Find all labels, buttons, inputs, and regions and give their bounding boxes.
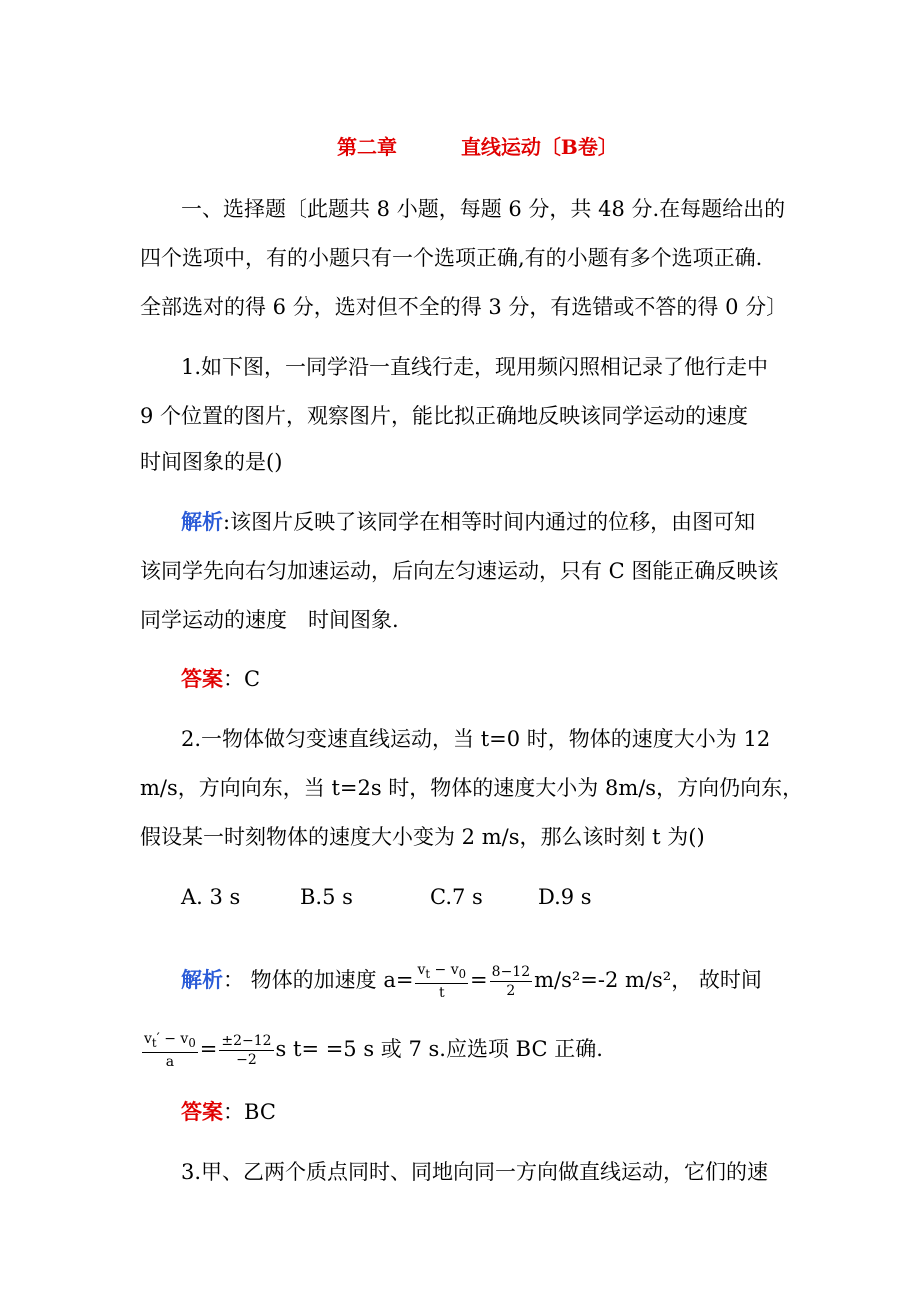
fraction-numerator: $v_t' - v_0$ <box>142 1030 198 1053</box>
intro-line-1: 一、选择题〔此题共 8 小题，每题 6 分，共 48 分.在每题给出的 <box>181 197 786 221</box>
q1-analysis-line-3: 同学运动的速度 时间图象. <box>140 608 399 632</box>
fraction-values <box>490 963 532 1000</box>
q2-answer-text: ：BC <box>223 1100 276 1124</box>
q1-analysis-line-1 <box>181 507 755 537</box>
fraction-numerator: $v_t - v_0$ <box>415 961 468 984</box>
q1-analysis-text: :该图片反映了该同学在相等时间内通过的位移，由图可知 <box>223 510 756 534</box>
fraction-numerator: ±2−12 <box>221 1033 272 1049</box>
fraction-denominator: 2 <box>506 983 516 999</box>
q3-line-1: 3.甲、乙两个质点同时、同地向同一方向做直线运动，它们的速 <box>181 1160 769 1184</box>
q2-analysis-mid: m/s²=-2 m/s²， 故时间 <box>534 968 762 992</box>
q2-analysis-pre: ： 物体的加速度 a= <box>223 968 414 992</box>
q2-option-d: D.9 s <box>538 885 592 909</box>
fraction-time-values <box>219 1032 273 1069</box>
q1-line-3: 时间图象的是() <box>140 450 283 474</box>
q2-option-a: A. 3 s <box>181 885 241 909</box>
intro-line-2: 四个选项中，有的小题只有一个选项正确,有的小题有多个选项正确. <box>140 246 763 270</box>
q2-analysis-line-2: $\frac{v_t' - v_0}{a}$ = $\frac{\pm 2-12}{-2}$ s t= =5 s 或 7 s.应选项 BC 正确. <box>144 1031 603 1070</box>
q2-line-2: m/s，方向向东，当 t=2s 时，物体的速度大小为 8m/s，方向仍向东， <box>140 776 804 800</box>
fraction-velocity-over-time <box>415 961 468 1002</box>
analysis-label: 解析 <box>181 509 223 534</box>
q2-line-1: 2.一物体做匀变速直线运动，当 t=0 时，物体的速度大小为 12 <box>181 727 771 751</box>
answer-label: 答案 <box>181 666 223 691</box>
fraction-denominator: a <box>165 1053 175 1070</box>
q1-answer-text: ：C <box>223 667 261 691</box>
q1-answer <box>181 664 260 694</box>
chapter-name: 直线运动〔B卷〕 <box>460 135 618 159</box>
chapter-title <box>337 132 618 162</box>
fraction-denominator: −2 <box>236 1052 257 1068</box>
q2-answer <box>181 1097 276 1127</box>
fraction-numerator: 8−12 <box>491 964 531 980</box>
q2-analysis-end: s t= =5 s 或 7 s.应选项 BC 正确. <box>275 1037 603 1061</box>
chapter-number: 第二章 <box>337 135 397 159</box>
q1-analysis-line-2: 该同学先向右匀加速运动，后向左匀速运动，只有 C 图能正确反映该 <box>140 559 779 583</box>
q2-analysis-line-1: 解析： 物体的加速度 a= $\frac{v_t - v_0}{t}$ = $\frac{8-12}{2}$ m/s²=-2 m/s²， 故时间 <box>181 962 762 1001</box>
q2-line-3: 假设某一时刻物体的速度大小变为 2 m/s，那么该时刻 t 为() <box>140 825 705 849</box>
fraction-denominator: t <box>438 984 445 1001</box>
q1-line-1: 1.如下图，一同学沿一直线行走，现用频闪照相记录了他行走中 <box>181 355 769 379</box>
intro-line-3: 全部选对的得 6 分，选对但不全的得 3 分，有选错或不答的得 0 分〕 <box>140 295 788 319</box>
q2-option-b: B.5 s <box>300 885 353 909</box>
fraction-time-formula <box>142 1030 198 1071</box>
q2-option-c: C.7 s <box>430 885 483 909</box>
analysis-label: 解析 <box>181 967 223 992</box>
q1-line-2: 9 个位置的图片，观察图片，能比拟正确地反映该同学运动的速度 <box>140 404 749 428</box>
answer-label: 答案 <box>181 1099 223 1124</box>
